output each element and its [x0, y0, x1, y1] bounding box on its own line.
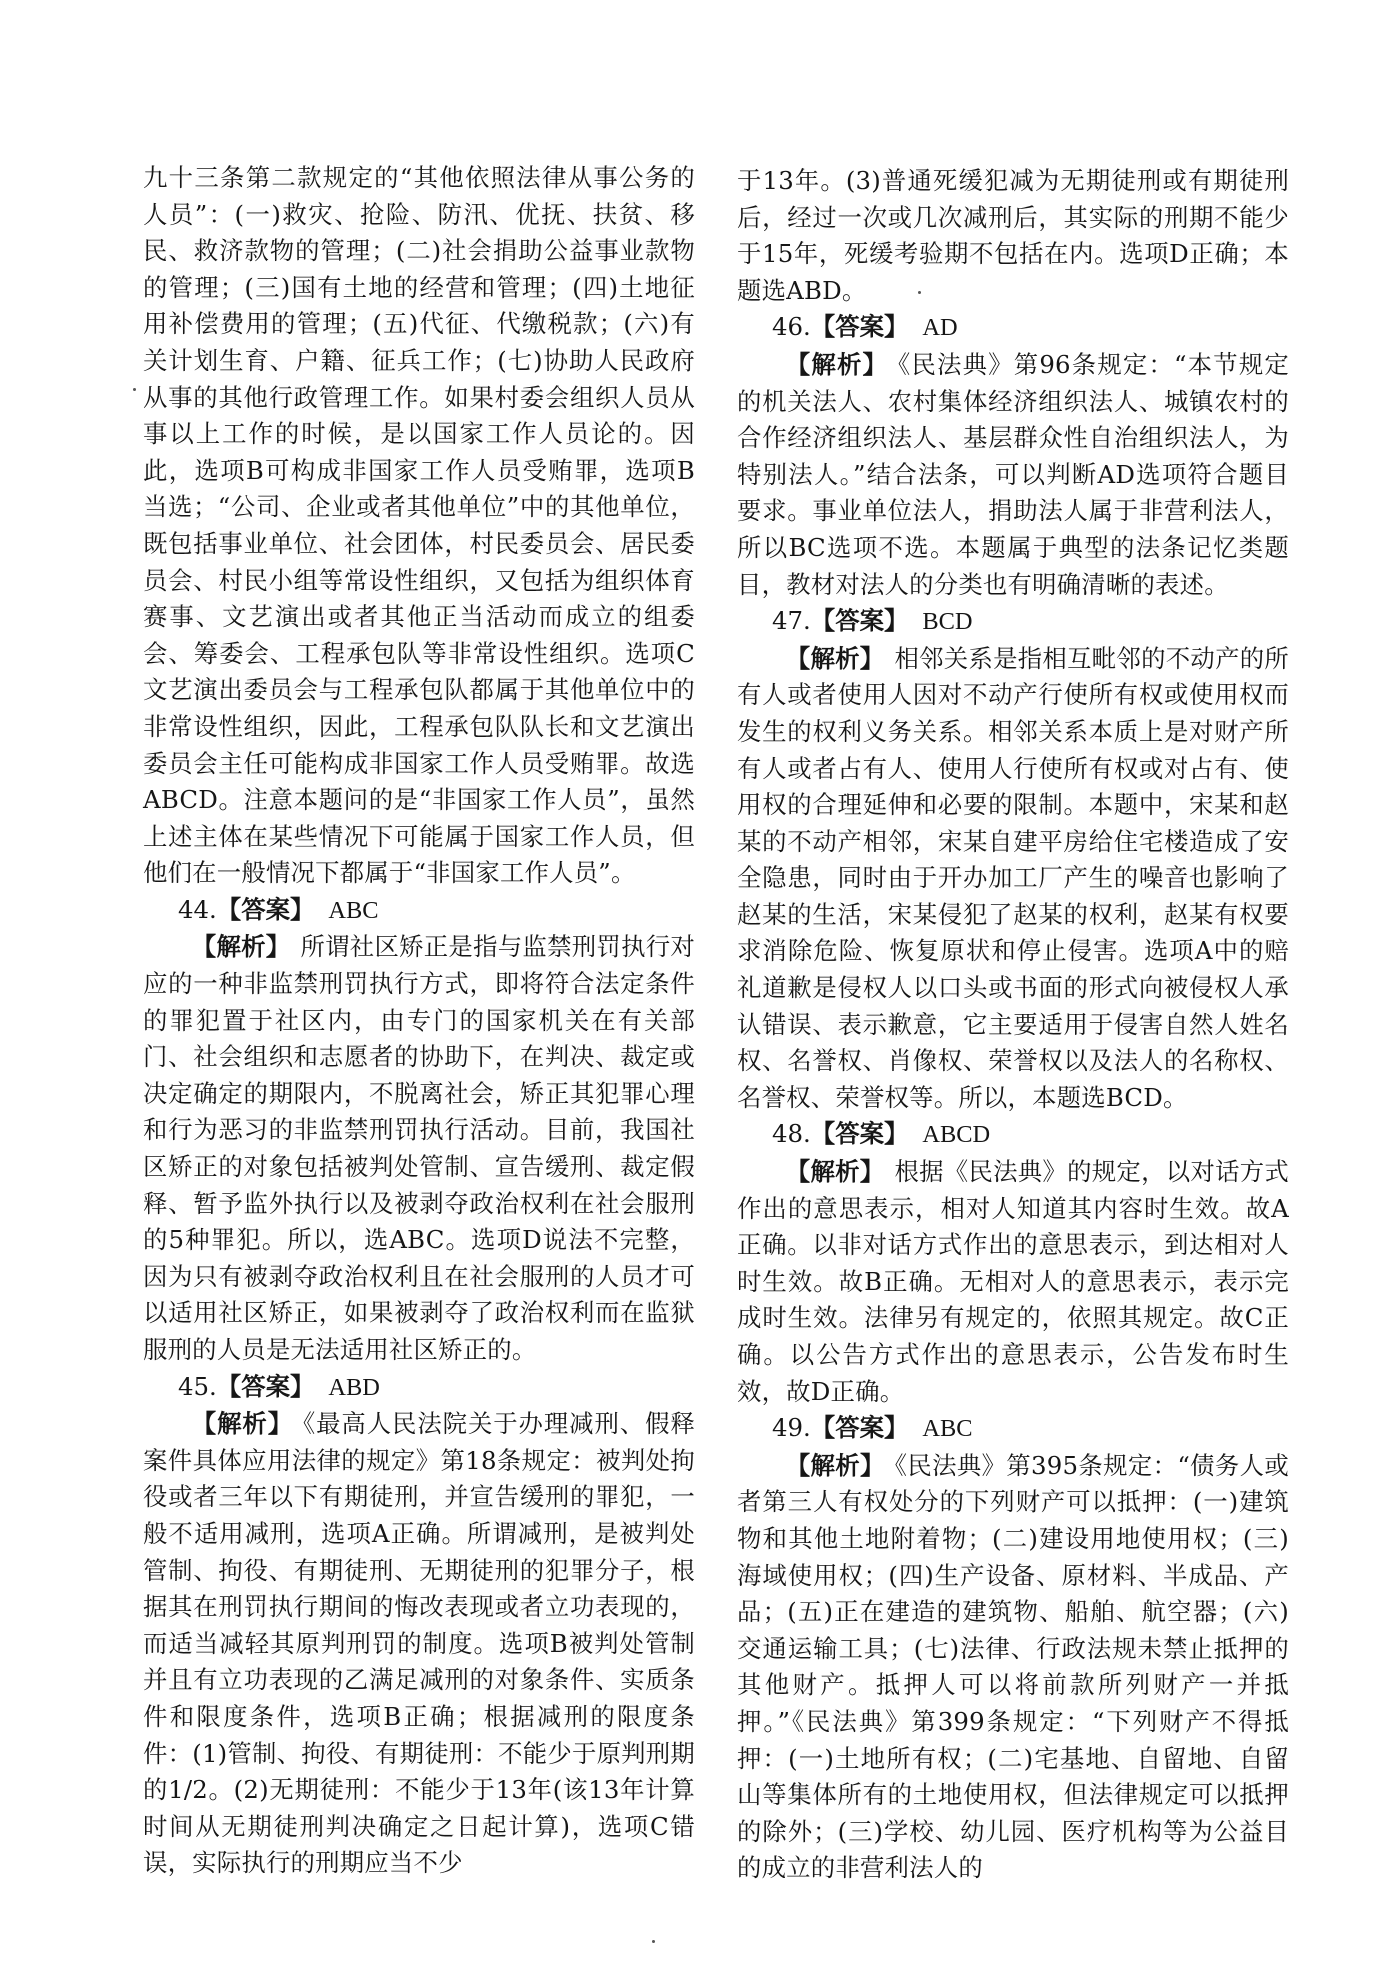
answer-tag: 【答案】 — [810, 312, 909, 342]
question-number: 47. — [772, 606, 811, 636]
answer-value: AD — [922, 314, 958, 342]
explanation-label: 【解析】 — [785, 349, 889, 379]
question-number: 48. — [772, 1119, 811, 1149]
answer-value: ABD — [328, 1373, 380, 1401]
explanation-45 — [143, 1406, 695, 1882]
explanation-text: 相邻关系是指相互毗邻的不动产的所有人或者使用人因对不动产行使所有权或使用权而发生的权利义务关系。相邻关系本质上是对财产所有人或者占有人、使用人行使所有权或对占有、使用权的合理延伸和必要的限制。本题中，宋某和赵某的不动产相邻，宋某自建平房给住宅楼造成了安全隐患，同时由于开办加工厂产生的噪音也影响了赵某的生活，宋某侵犯了赵某的权利，赵某有权要求消除危险、恢复原状和停止侵害。选项A中的赔礼道歉是侵权人以口头或书面的形式向被侵权人承认错误、表示歉意，它主要适用于侵害自然人姓名权、名誉权、肖像权、荣誉权以及法人的名称权、名誉权、荣誉权等。所以，本题选BCD。 — [737, 643, 1289, 1112]
answer-48 — [737, 1116, 1289, 1154]
explanation-label: 【解析】 — [191, 1409, 294, 1439]
answer-value: BCD — [922, 608, 973, 636]
explanation-text: 所谓社区矫正是指与监禁刑罚执行对应的一种非监禁刑罚执行方式，即将符合法定条件的罪犯置于社区内，由专门的国家机关在有关部门、社会组织和志愿者的协助下，在判决、裁定或决定确定的期限内，不脱离社会，矫正其犯罪心理和行为恶习的非监禁刑罚执行活动。目前，我国社区矫正的对象包括被判处管制、宣告缓刑、裁定假释、暂予监外执行以及被剥夺政治权利在社会服刑的5种罪犯。所以，选ABC。选项D说法不完整，因为只有被剥夺政治权利且在社会服刑的人员才可以适用社区矫正，如果被剥夺了政治权利而在监狱服刑的人员是无法适用社区矫正的。 — [143, 932, 695, 1364]
explanation-44 — [143, 929, 695, 1368]
answer-tag: 【答案】 — [810, 1119, 909, 1149]
answer-46 — [737, 309, 1289, 347]
answer-47 — [737, 603, 1289, 641]
explanation-text: 《最高人民法院关于办理减刑、假释案件具体应用法律的规定》第18条规定：被判处拘役或者三年以下有期徒刑，并宣告缓刑的罪犯，一般不适用减刑，选项A正确。所谓减刑，是被判处管制、拘役、有期徒刑、无期徒刑的犯罪分子，根据其在刑罚执行期间的悔改表现或者立功表现的，而适当减轻其原判刑罚的制度。选项B被判处管制并且有立功表现的乙满足减刑的对象条件、实质条件和限度条件，选项B正确；根据减刑的限度条件：(1)管制、拘役、有期徒刑：不能少于原判刑期的1/2。(2)无期徒刑：不能少于13年(该13年计算时间从无期徒刑判决确定之日起计算)，选项C错误，实际执行的刑期应当不少 — [143, 1409, 695, 1878]
scan-speck — [918, 291, 921, 294]
explanation-label: 【解析】 — [785, 1157, 885, 1187]
explanation-text: 根据《民法典》的规定，以对话方式作出的意思表示，相对人知道其内容时生效。故A正确。以非对话方式作出的意思表示，到达相对人时生效。故B正确。无相对人的意思表示，表示完成时生效。法律另有规定的，依照其规定。故C正确。以公告方式作出的意思表示，公告发布时生效，故D正确。 — [737, 1157, 1289, 1406]
explanation-text: 《民法典》第96条规定：“本节规定的机关法人、农村集体经济组织法人、城镇农村的合作经济组织法人、基层群众性自治组织法人，为特别法人。”结合法条，可以判断AD选项符合题目要求。事业单位法人，捐助法人属于非营利法人，所以BC选项不选。本题属于典型的法条记忆类题目，教材对法人的分类也有明确清晰的表述。 — [737, 349, 1289, 599]
answer-49 — [737, 1410, 1289, 1448]
explanation-46 — [737, 347, 1289, 603]
scan-speck — [652, 1940, 655, 1943]
explanation-text: 《民法典》第395条规定：“债务人或者第三人有权处分的下列财产可以抵押：(一)建筑物和其他土地附着物；(二)建设用地使用权；(三)海域使用权；(四)生产设备、原材料、半成品、产品；(五)正在建造的建筑物、船舶、航空器；(六)交通运输工具；(七)法律、行政法规未禁止抵押的其他财产。抵押人可以将前款所列财产一并抵押。”《民法典》第399条规定：“下列财产不得抵押：(一)土地所有权；(二)宅基地、自留地、自留山等集体所有的土地使用权，但法律规定可以抵押的除外；(三)学校、幼儿园、医疗机构等为公益目的成立的非营利法人的 — [737, 1450, 1289, 1883]
explanation-48 — [737, 1154, 1289, 1410]
question-number: 46. — [772, 312, 811, 342]
answer-tag: 【答案】 — [216, 1371, 315, 1401]
answer-tag: 【答案】 — [216, 894, 315, 924]
explanation-label: 【解析】 — [785, 1450, 885, 1480]
left-column — [143, 160, 695, 1882]
question-number: 45. — [178, 1371, 217, 1401]
question-number: 49. — [772, 1413, 811, 1443]
explanation-49 — [737, 1448, 1289, 1887]
continued-paragraph: 于13年。(3)普通死缓犯减为无期徒刑或有期徒刑后，经过一次或几次减刑后，其实际的刑期不能少于15年，死缓考验期不包括在内。选项D正确；本题选ABD。 — [737, 166, 1289, 305]
explanation-label: 【解析】 — [191, 932, 291, 962]
answer-value: ABC — [922, 1415, 973, 1443]
answer-44 — [143, 892, 695, 930]
answer-value: ABC — [328, 896, 379, 924]
scan-speck — [133, 388, 136, 391]
question-number: 44. — [178, 894, 217, 924]
answer-tag: 【答案】 — [810, 606, 909, 636]
explanation-label: 【解析】 — [785, 643, 885, 673]
right-column — [737, 163, 1289, 1887]
answer-tag: 【答案】 — [810, 1413, 909, 1443]
answer-value: ABCD — [922, 1121, 991, 1149]
continued-paragraph: 九十三条第二款规定的“其他依照法律从事公务的人员”：(一)救灾、抢险、防汛、优抚、扶贫、移民、救济款物的管理；(二)社会捐助公益事业款物的管理；(三)国有土地的经营和管理；(四)土地征用补偿费用的管理；(五)代征、代缴税款；(六)有关计划生育、户籍、征兵工作；(七)协助人民政府从事的其他行政管理工作。如果村委会组织人员从事以上工作的时候，是以国家工作人员论的。因此，选项B可构成非国家工作人员受贿罪，选项B当选；“公司、企业或者其他单位”中的其他单位，既包括事业单位、社会团体，村民委员会、居民委员会、村民小组等常设性组织，又包括为组织体育赛事、文艺演出或者其他正当活动而成立的组委会、筹委会、工程承包队等非常设性组织。选项C文艺演出委员会与工程承包队都属于其他单位中的非常设性组织，因此，工程承包队队长和文艺演出委员会主任可能构成非国家工作人员受贿罪。故选ABCD。注意本题问的是“非国家工作人员”，虽然上述主体在某些情况下可能属于国家工作人员，但他们在一般情况下都属于“非国家工作人员”。 — [143, 163, 695, 888]
explanation-47 — [737, 641, 1289, 1117]
answer-45 — [143, 1369, 695, 1407]
